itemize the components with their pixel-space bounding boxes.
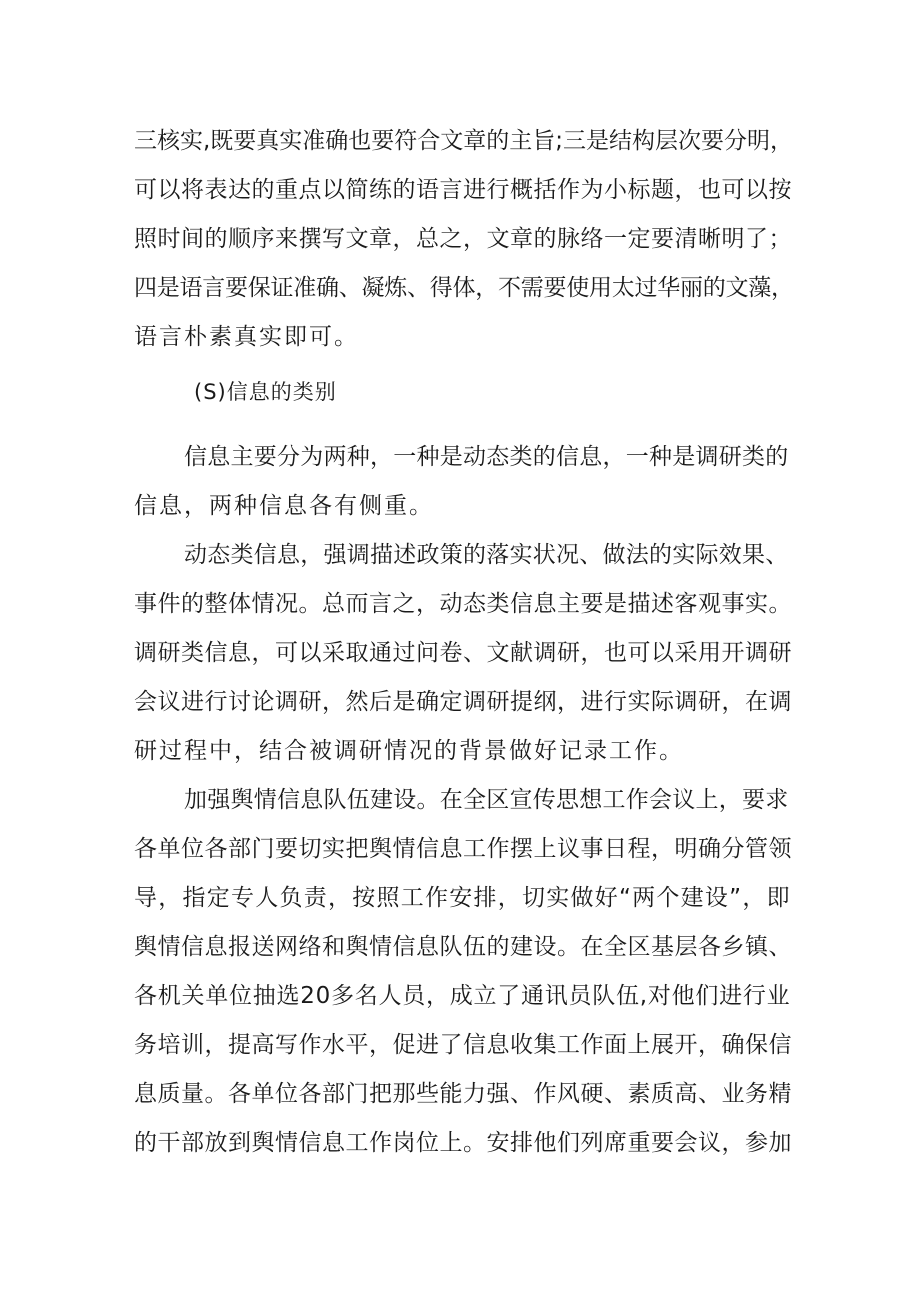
paragraph-1-line-4: 四是语言要保证准确、凝炼、得体，不需要使用太过华丽的文藻， [134,275,794,301]
paragraph-3-line-1: 动态类信息，强调描述政策的落实状况、做法的实际效果、 [184,542,789,568]
paragraph-4-line-8: 的干部放到舆情信息工作岗位上。安排他们列席重要会议，参加 [134,1130,792,1156]
paragraph-1-line-1: 三核实,既要真实准确也要符合文章的主旨;三是结构层次要分明， [134,128,794,154]
paragraph-4-line-6: 务培训，提高写作水平，促进了信息收集工作面上展开，确保信 [134,1032,792,1058]
paragraph-3-line-4: 会议进行讨论调研，然后是确定调研提纲，进行实际调研，在调 [134,689,792,715]
section-heading: (S)信息的类别 [194,380,337,404]
paragraph-3-line-2: 事件的整体情况。总而言之，动态类信息主要是描述客观事实。 [134,591,792,617]
paragraph-4-line-5: 各机关单位抽选20多名人员，成立了通讯员队伍,对他们进行业 [134,983,791,1009]
paragraph-1-line-5: 语言朴素真实即可。 [134,324,359,350]
paragraph-1-line-3: 照时间的顺序来撰写文章，总之，文章的脉络一定要清晰明了； [134,226,792,252]
paragraph-4-line-3: 导，指定专人负责，按照工作安排，切实做好“两个建设”，即 [134,885,791,911]
paragraph-4-line-4: 舆情信息报送网络和舆情信息队伍的建设。在全区基层各乡镇、 [134,934,792,960]
paragraph-1-line-2: 可以将表达的重点以简练的语言进行概括作为小标题，也可以按 [134,177,792,203]
paragraph-3-line-5: 研过程中，结合被调研情况的背景做好记录工作。 [134,738,684,764]
paragraph-4-line-1: 加强舆情信息队伍建设。在全区宣传思想工作会议上，要求 [184,787,789,813]
paragraph-4-line-7: 息质量。各单位各部门把那些能力强、作风硬、素质高、业务精 [134,1081,792,1107]
paragraph-2-line-1: 信息主要分为两种，一种是动态类的信息，一种是调研类的 [184,444,789,470]
paragraph-2-line-2: 信息，两种信息各有侧重。 [134,493,434,519]
paragraph-3-line-3: 调研类信息，可以采取通过问卷、文献调研，也可以采用开调研 [134,640,792,666]
paragraph-4-line-2: 各单位各部门要切实把舆情信息工作摆上议事日程，明确分管领 [134,836,792,862]
